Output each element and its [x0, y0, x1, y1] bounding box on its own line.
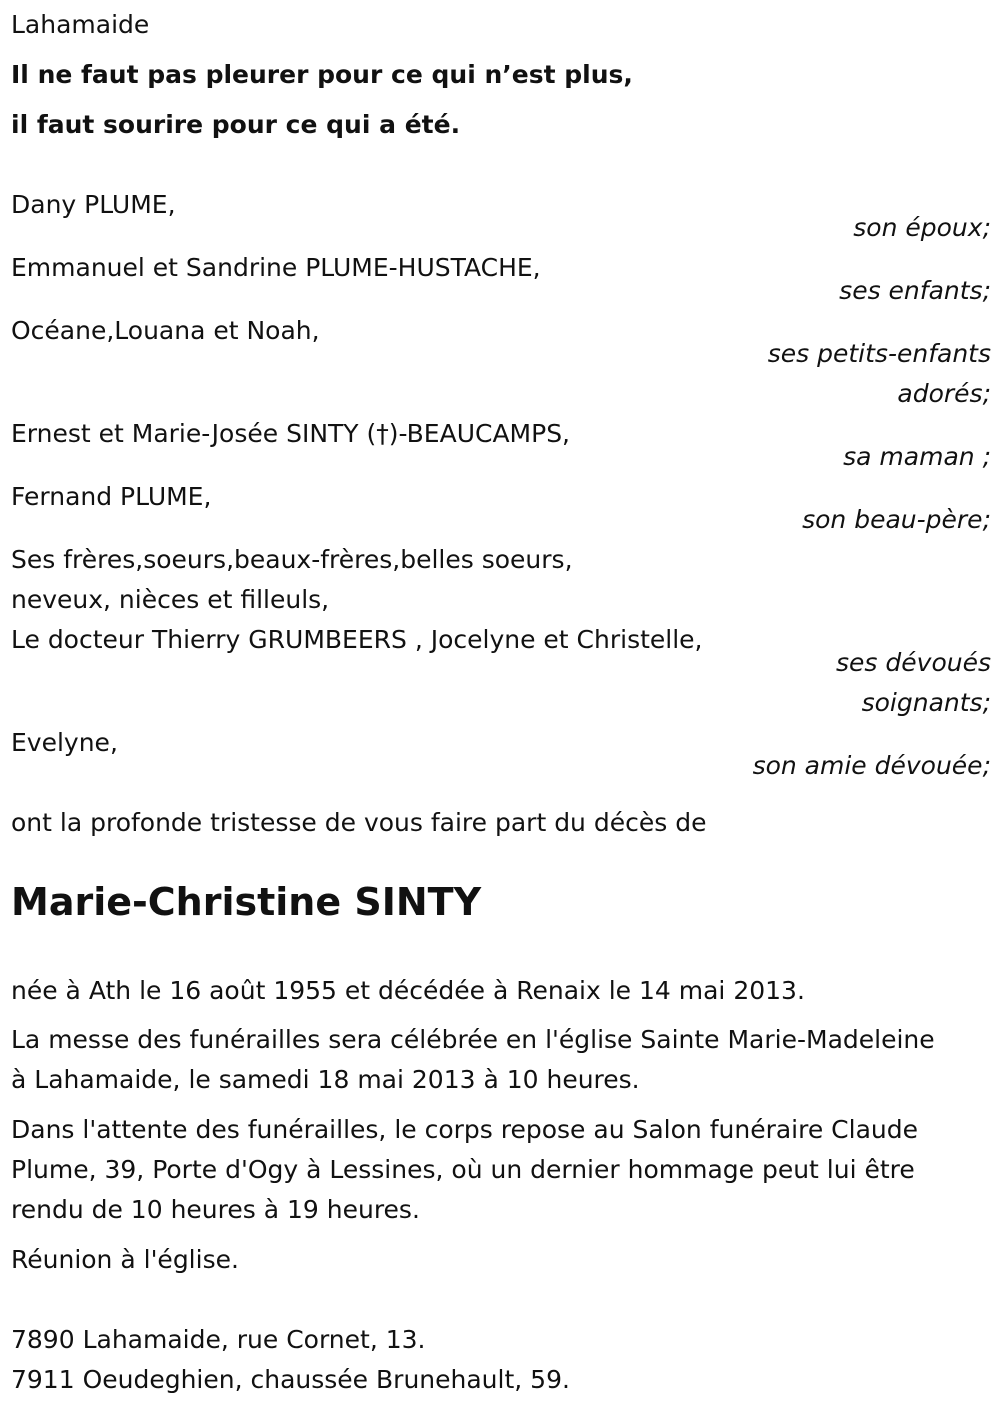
family-relation: ses petits-enfants	[767, 339, 991, 368]
family-relation: ses dévoués	[836, 648, 991, 677]
quote-line-1: Il ne faut pas pleurer pour ce qui n’est plus,	[11, 60, 633, 89]
mass-line-1: La messe des funérailles sera célébrée en l'église Sainte Marie-Madeleine	[11, 1025, 935, 1054]
family-member-name: Evelyne,	[11, 728, 118, 757]
family-relation: son beau-père;	[802, 505, 991, 534]
announcement-text: ont la profonde tristesse de vous faire part du décès de	[11, 808, 707, 837]
quote-line-2: il faut sourire pour ce qui a été.	[11, 110, 461, 139]
mass-line-2: à Lahamaide, le samedi 18 mai 2013 à 10 heures.	[11, 1065, 640, 1094]
rest-line-3: rendu de 10 heures à 19 heures.	[11, 1195, 420, 1224]
family-relation: adorés;	[897, 379, 991, 408]
deceased-name: Marie-Christine SINTY	[11, 880, 482, 924]
family-relation: sa maman ;	[843, 442, 991, 471]
family-member-name: Dany PLUME,	[11, 190, 176, 219]
family-member-name: Fernand PLUME,	[11, 482, 212, 511]
family-relation: son amie dévouée;	[752, 751, 991, 780]
family-member-name: Ernest et Marie-Josée SINTY (†)-BEAUCAMPS,	[11, 419, 571, 448]
place-heading: Lahamaide	[11, 10, 150, 39]
family-member-name: Océane,Louana et Noah,	[11, 316, 320, 345]
family-relation: soignants;	[861, 688, 991, 717]
address-line: 7890 Lahamaide, rue Cornet, 13.	[11, 1325, 426, 1354]
rest-line-1: Dans l'attente des funérailles, le corps repose au Salon funéraire Claude	[11, 1115, 918, 1144]
address-line: 7911 Oeudeghien, chaussée Brunehault, 59.	[11, 1365, 570, 1394]
family-member-name: neveux, nièces et filleuls,	[11, 585, 330, 614]
meeting-line: Réunion à l'église.	[11, 1245, 239, 1274]
family-member-name: Le docteur Thierry GRUMBEERS , Jocelyne et Christelle,	[11, 625, 703, 654]
family-member-name: Emmanuel et Sandrine PLUME-HUSTACHE,	[11, 253, 541, 282]
family-relation: son époux;	[853, 213, 991, 242]
family-member-name: Ses frères,soeurs,beaux-frères,belles soeurs,	[11, 545, 573, 574]
birth-death-line: née à Ath le 16 août 1955 et décédée à Renaix le 14 mai 2013.	[11, 976, 805, 1005]
rest-line-2: Plume, 39, Porte d'Ogy à Lessines, où un dernier hommage peut lui être	[11, 1155, 915, 1184]
family-relation: ses enfants;	[839, 276, 991, 305]
